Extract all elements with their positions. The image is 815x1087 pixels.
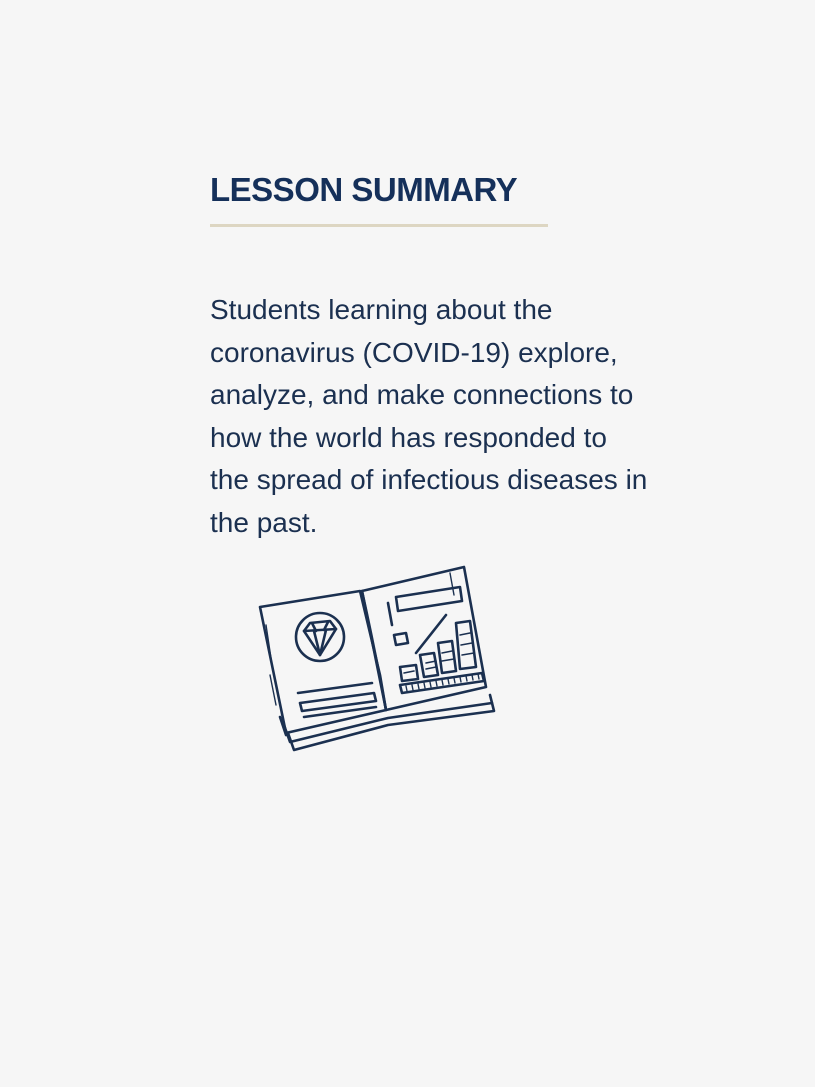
open-magazine-icon: [250, 555, 510, 765]
lesson-summary-text: Students learning about the coronavirus (COVID-19) explore, analyze, and make connections to how the world has responded to the spread of infectious diseases in the past.: [210, 294, 648, 538]
heading-divider: [210, 224, 548, 227]
lesson-summary-heading: LESSON SUMMARY: [210, 171, 518, 208]
